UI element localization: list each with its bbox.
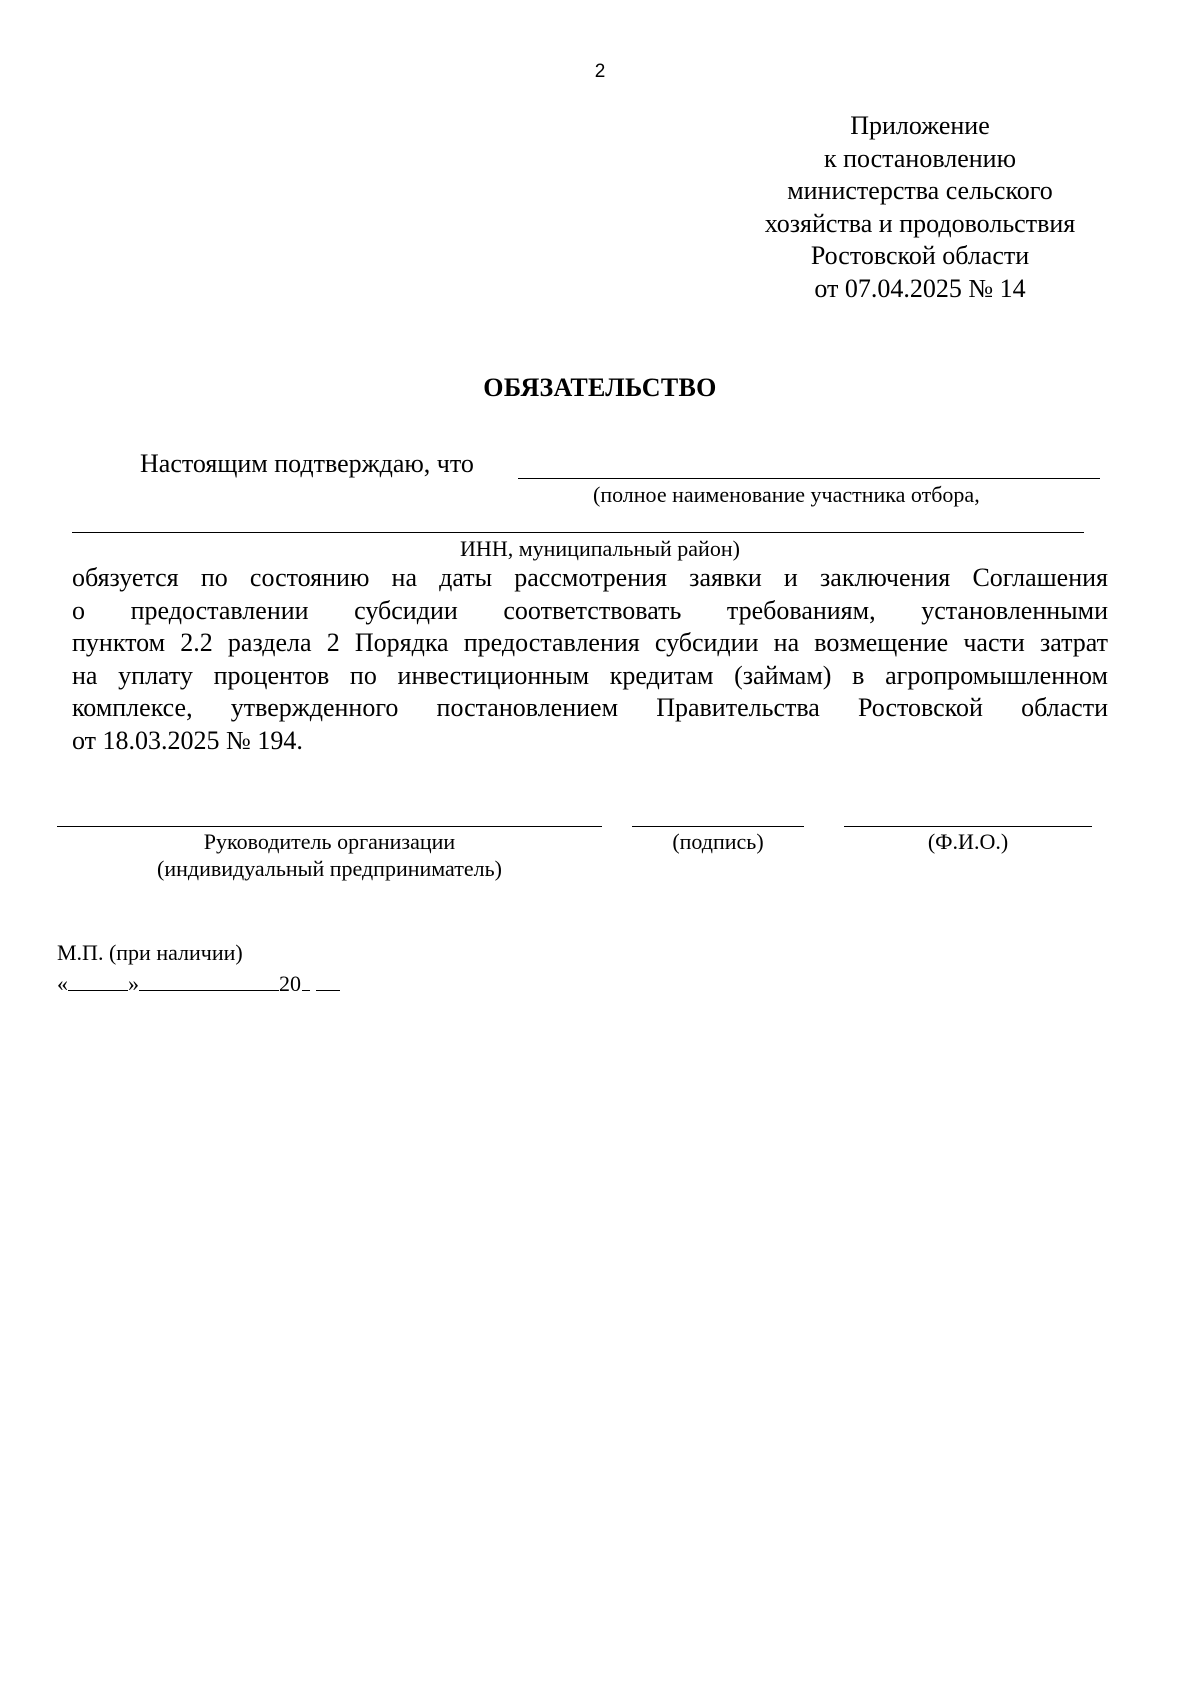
approval-line: Ростовской области (810, 241, 1030, 270)
date-close-quote: » (128, 971, 139, 996)
approval-block (700, 110, 1140, 305)
inn-district-field (72, 532, 1084, 533)
inn-district-hint: ИНН, муниципальный район) (460, 536, 740, 561)
document-title: ОБЯЗАТЕЛЬСТВО (483, 373, 717, 402)
body-line: комплексе, утвержденного постановлением Правительства Ростовской области (72, 693, 1108, 722)
page-number: 2 (594, 61, 606, 82)
approval-line: министерства сельского (787, 176, 1053, 205)
obligation-text (72, 562, 1108, 757)
head-label (57, 828, 602, 882)
date-open-quote: « (57, 971, 68, 996)
signature-line (632, 826, 804, 827)
year-prefix: 20 (279, 971, 301, 996)
approval-line: от 07.04.2025 № 14 (814, 273, 1026, 303)
body-line: пунктом 2.2 раздела 2 Порядка предоставления субсидии на возмещение части затрат (72, 628, 1108, 657)
date-field (57, 968, 340, 998)
approval-line: Приложение (850, 111, 990, 140)
year-blank (302, 968, 310, 991)
participant-name-field (518, 478, 1100, 479)
head-signature-line (57, 826, 602, 827)
body-line: о предоставлении субсидии соответствовать требованиям, установленными (72, 595, 1108, 625)
confirm-label: Настоящим подтверждаю, что (140, 449, 474, 478)
body-line: обязуется по состоянию на даты рассмотрения заявки и заключения Соглашения (72, 563, 1108, 592)
day-blank (68, 968, 128, 991)
head-label-line: (индивидуальный предприниматель) (157, 856, 502, 881)
body-line: на уплату процентов по инвестиционным кредитам (займам) в агропромышленном (72, 660, 1108, 690)
fio-label: (Ф.И.О.) (927, 829, 1009, 854)
year-blank (316, 968, 340, 991)
participant-name-hint: (полное наименование участника отбора, (593, 482, 980, 507)
fio-line (844, 826, 1092, 827)
approval-line: к постановлению (823, 143, 1017, 173)
signature-label: (подпись) (672, 829, 764, 854)
month-blank (139, 968, 279, 991)
body-line: от 18.03.2025 № 194. (72, 725, 303, 755)
stamp-label: М.П. (при наличии) (57, 940, 243, 965)
head-label-line: Руководитель организации (203, 829, 456, 854)
approval-line: хозяйства и продовольствия (764, 208, 1076, 238)
